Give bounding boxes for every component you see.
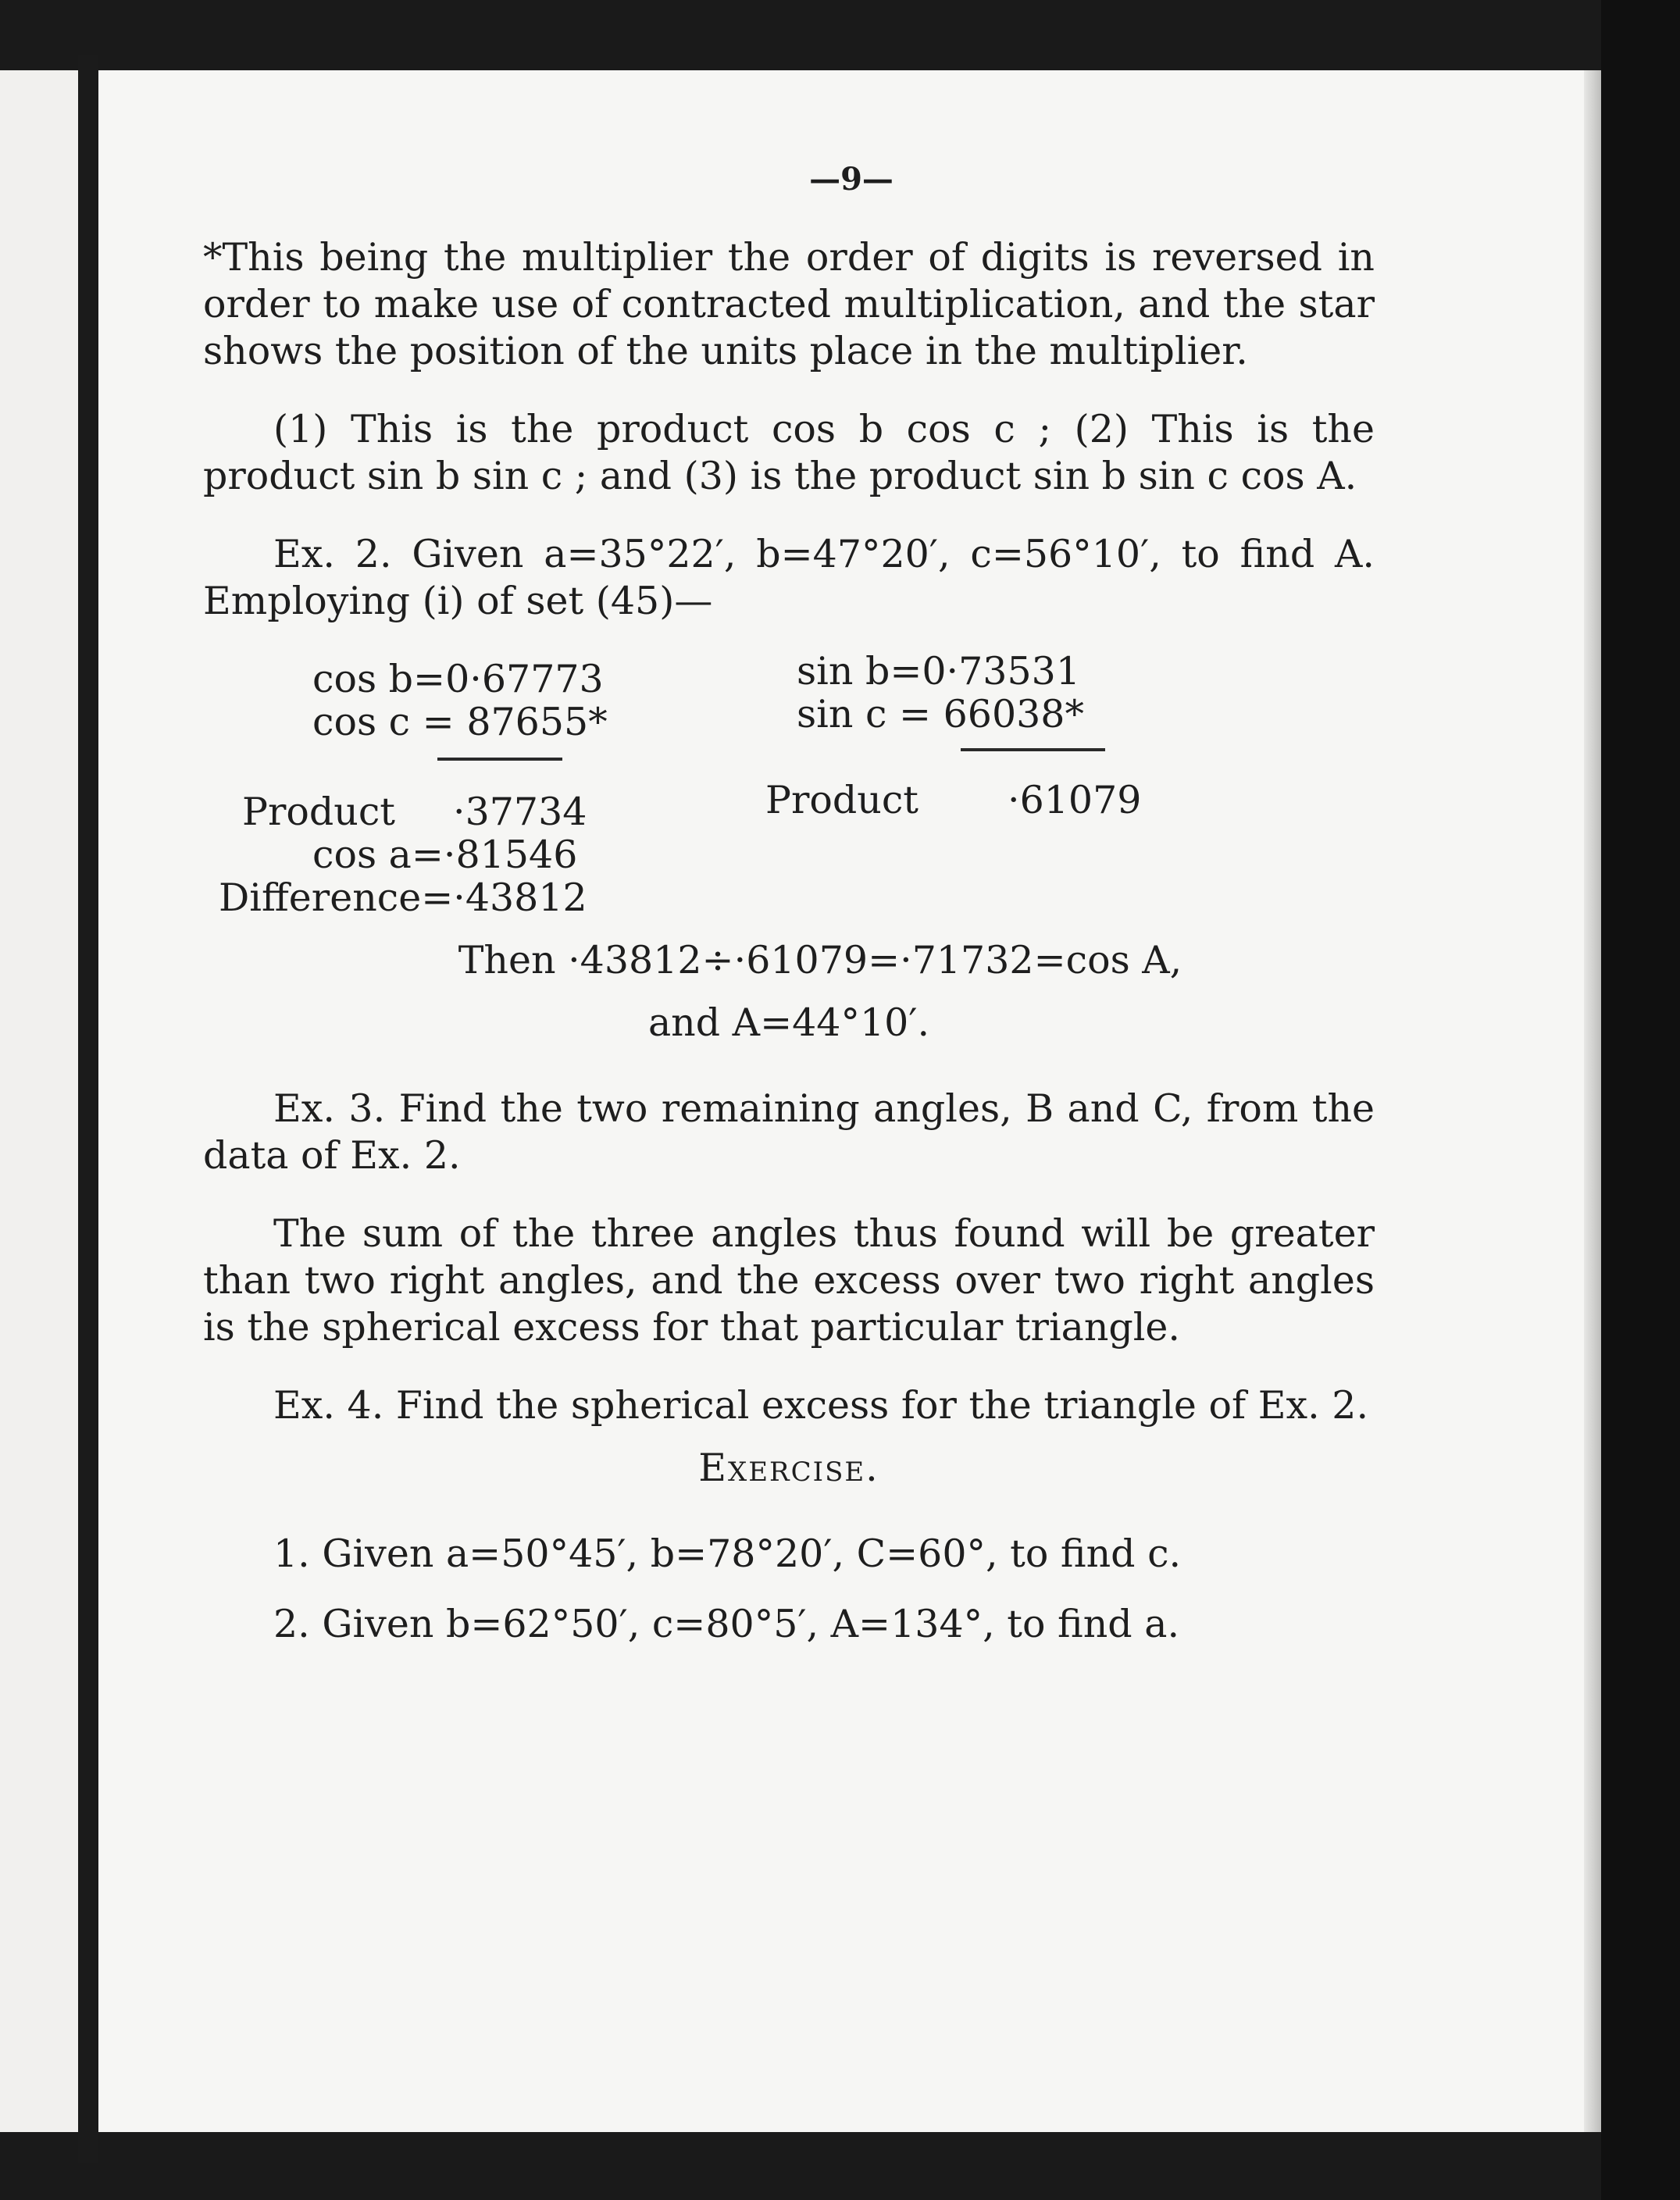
sin-b-line: sin b=0·73531: [797, 649, 1081, 694]
footnote-paragraph: *This being the multiplier the order of digits is reversed in order to make use of contracted multiplication, and the star shows the position of the units place in the multiplier.: [203, 235, 1375, 373]
cos-b-line: cos b=0·67773: [312, 657, 604, 701]
page-shadow: [1584, 70, 1601, 2132]
left-page-edge: [0, 70, 78, 2132]
page-content: [203, 156, 1375, 1671]
spherical-excess-paragraph: The sum of the three angles thus found will be greater than two right angles, and the excess over two right angles is the spherical excess for that particular triangle.: [203, 1211, 1375, 1350]
book-spine: [78, 55, 98, 2163]
page-number: —9—: [809, 161, 894, 198]
left-rule: [437, 758, 562, 761]
cos-c-line: cos c = 87655*: [312, 700, 608, 744]
then-line: Then ·43812÷·61079=·71732=cos A,: [458, 938, 1182, 982]
example-3-paragraph: Ex. 3. Find the two remaining angles, B and C, from the data of Ex. 2.: [203, 1086, 1375, 1178]
sin-c-line: sin c = 66038*: [797, 692, 1084, 736]
product-left-label: Product: [242, 790, 395, 834]
scan-border: [1601, 0, 1680, 2200]
product-note-paragraph: (1) This is the product cos b cos c ; (2) This is the product sin b sin c ; and (3) is the product sin b sin c cos A.: [203, 407, 1375, 498]
product-right-label: Product: [765, 778, 918, 822]
exercise-item-2: 2. Given b=62°50′, c=80°5′, A=134°, to find a.: [273, 1602, 1180, 1646]
product-left-value: ·37734: [453, 790, 587, 834]
product-right-value: ·61079: [1008, 778, 1142, 822]
calculation-block: [203, 649, 1375, 922]
cos-a-line: cos a=·81546: [312, 833, 578, 877]
result-line: and A=44°10′.: [647, 1000, 930, 1045]
example-4-paragraph: Ex. 4. Find the spherical excess for the triangle of Ex. 2.: [273, 1383, 1369, 1428]
right-rule: [961, 748, 1105, 751]
difference-line: Difference=·43812: [219, 875, 587, 920]
example-2-paragraph: Ex. 2. Given a=35°22′, b=47°20′, c=56°10′, to find A. Employing (i) of set (45)—: [203, 532, 1375, 623]
exercise-item-1: 1. Given a=50°45′, b=78°20′, C=60°, to find c.: [273, 1531, 1182, 1576]
exercise-heading: Exercise.: [698, 1446, 879, 1490]
